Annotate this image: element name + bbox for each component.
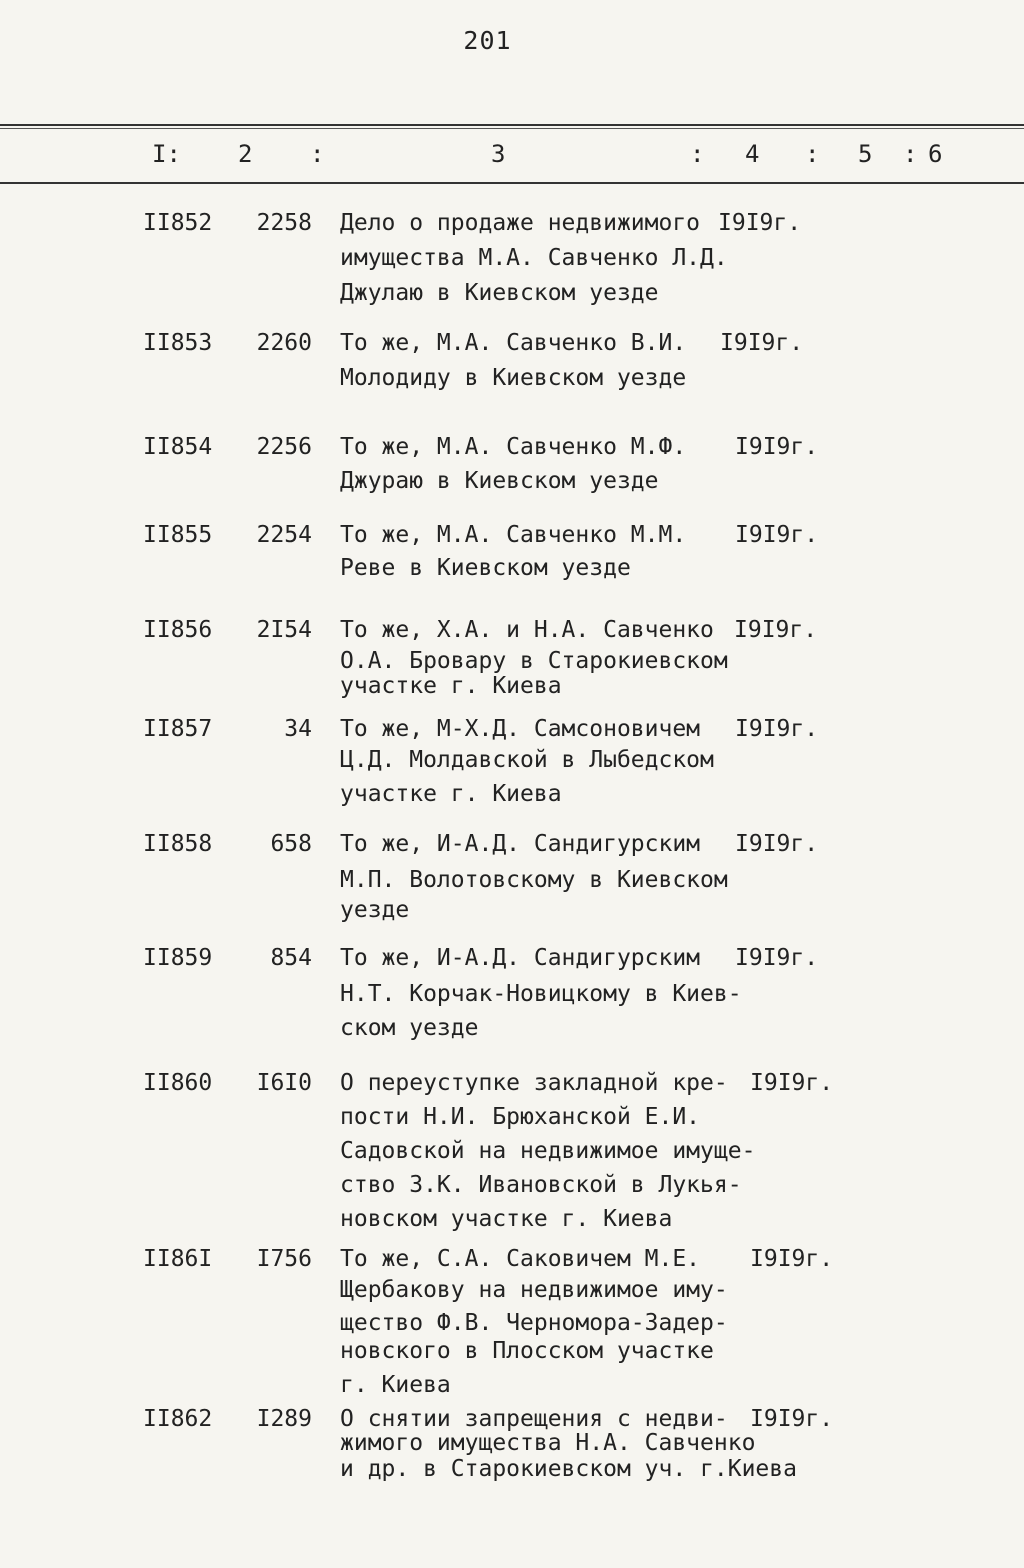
col-sep-2: : bbox=[690, 140, 705, 168]
col-header-3: 3 bbox=[491, 140, 506, 168]
file-reference: 2258 bbox=[256, 210, 312, 236]
description-line: Щербакову на недвижимое иму- bbox=[340, 1277, 728, 1303]
description-line: г. Киева bbox=[340, 1372, 451, 1398]
year: I9I9г. bbox=[735, 522, 819, 548]
file-reference: I289 bbox=[256, 1406, 312, 1432]
item-number: II855 bbox=[143, 522, 213, 548]
item-number: II852 bbox=[143, 210, 213, 236]
year: I9I9г. bbox=[718, 210, 802, 236]
description-line: Молодиду в Киевском уезде bbox=[340, 365, 687, 391]
year: I9I9г. bbox=[735, 831, 819, 857]
description-line: новском участке г. Киева bbox=[340, 1206, 673, 1232]
description-line: О.А. Бровару в Старокиевском bbox=[340, 648, 728, 674]
description-line: То же, Х.А. и Н.А. Савченко bbox=[340, 617, 714, 643]
year: I9I9г. bbox=[735, 434, 819, 460]
table-top-rule bbox=[0, 124, 1024, 126]
item-number: II857 bbox=[143, 716, 213, 742]
col-sep-4: : bbox=[903, 140, 918, 168]
col-sep-1: : bbox=[310, 140, 325, 168]
description-line: пости Н.И. Брюханской Е.И. bbox=[340, 1104, 701, 1130]
page-number: 201 bbox=[463, 26, 512, 55]
col-sep-3: : bbox=[805, 140, 820, 168]
file-reference: I6I0 bbox=[256, 1070, 312, 1096]
description-line: имущества М.А. Савченко Л.Д. bbox=[340, 245, 728, 271]
file-reference: 2256 bbox=[256, 434, 312, 460]
item-number: II854 bbox=[143, 434, 213, 460]
description-line: О переуступке закладной кре- bbox=[340, 1070, 728, 1096]
file-reference: 34 bbox=[284, 716, 312, 742]
description-line: То же, М.А. Савченко М.Ф. bbox=[340, 434, 687, 460]
col-header-4: 4 bbox=[745, 140, 760, 168]
description-line: Джулаю в Киевском уезде bbox=[340, 280, 659, 306]
item-number: II858 bbox=[143, 831, 213, 857]
year: I9I9г. bbox=[735, 945, 819, 971]
description-line: То же, И-А.Д. Сандигурским bbox=[340, 831, 701, 857]
description-line: То же, М.А. Савченко М.М. bbox=[340, 522, 687, 548]
item-number: II862 bbox=[143, 1406, 213, 1432]
col-header-2: 2 bbox=[238, 140, 253, 168]
file-reference: I756 bbox=[256, 1246, 312, 1272]
item-number: II859 bbox=[143, 945, 213, 971]
table-top-rule-thin bbox=[0, 128, 1024, 129]
description-line: участке г. Киева bbox=[340, 673, 562, 699]
description-line: О снятии запрещения с недви- bbox=[340, 1406, 728, 1432]
file-reference: 854 bbox=[270, 945, 312, 971]
item-number: II853 bbox=[143, 330, 213, 356]
description-line: уезде bbox=[340, 897, 410, 923]
item-number: II86I bbox=[143, 1246, 213, 1272]
year: I9I9г. bbox=[734, 617, 818, 643]
description-line: Дело о продаже недвижимого bbox=[340, 210, 701, 236]
file-reference: 2260 bbox=[256, 330, 312, 356]
description-line: и др. в Старокиевском уч. г.Киева bbox=[340, 1456, 797, 1482]
table-header-rule bbox=[0, 182, 1024, 184]
file-reference: 2I54 bbox=[256, 617, 312, 643]
year: I9I9г. bbox=[735, 716, 819, 742]
description-line: Н.Т. Корчак-Новицкому в Киев- bbox=[340, 981, 742, 1007]
col-header-5: 5 bbox=[858, 140, 873, 168]
year: I9I9г. bbox=[750, 1070, 834, 1096]
description-line: Джураю в Киевском уезде bbox=[340, 468, 659, 494]
description-line: щество Ф.В. Черномора-Задер- bbox=[340, 1310, 728, 1336]
item-number: II856 bbox=[143, 617, 213, 643]
description-line: ском уезде bbox=[340, 1015, 479, 1041]
description-line: ство З.К. Ивановской в Лукья- bbox=[340, 1172, 742, 1198]
file-reference: 658 bbox=[270, 831, 312, 857]
description-line: Реве в Киевском уезде bbox=[340, 555, 631, 581]
description-line: участке г. Киева bbox=[340, 781, 562, 807]
year: I9I9г. bbox=[750, 1246, 834, 1272]
col-header-1: I: bbox=[152, 140, 181, 168]
description-line: новского в Плосском участке bbox=[340, 1338, 714, 1364]
year: I9I9г. bbox=[750, 1406, 834, 1432]
file-reference: 2254 bbox=[256, 522, 312, 548]
description-line: То же, М-Х.Д. Самсоновичем bbox=[340, 716, 701, 742]
description-line: Ц.Д. Молдавской в Лыбедском bbox=[340, 747, 714, 773]
col-header-6: 6 bbox=[928, 140, 943, 168]
description-line: То же, С.А. Саковичем М.Е. bbox=[340, 1246, 701, 1272]
description-line: То же, М.А. Савченко В.И. bbox=[340, 330, 687, 356]
description-line: жимого имущества Н.А. Савченко bbox=[340, 1430, 756, 1456]
description-line: Садовской на недвижимое имуще- bbox=[340, 1138, 756, 1164]
item-number: II860 bbox=[143, 1070, 213, 1096]
year: I9I9г. bbox=[720, 330, 804, 356]
description-line: То же, И-А.Д. Сандигурским bbox=[340, 945, 701, 971]
description-line: М.П. Волотовскому в Киевском bbox=[340, 867, 728, 893]
